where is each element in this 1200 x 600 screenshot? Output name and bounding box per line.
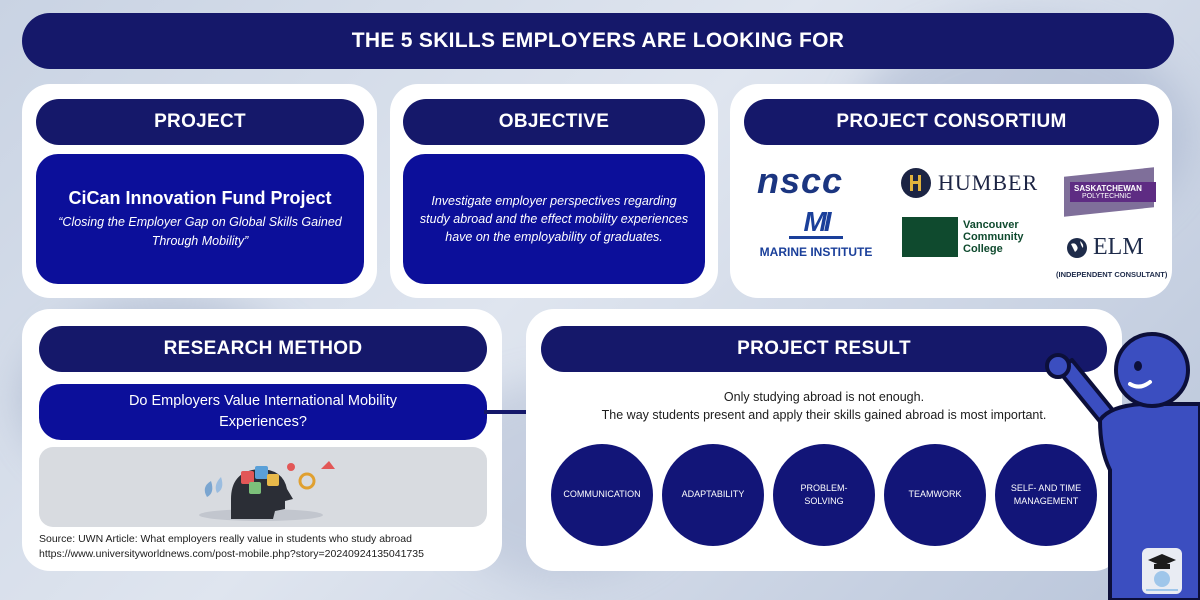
skill-circle-self-time-management: SELF- AND TIME MANAGEMENT xyxy=(995,444,1097,546)
research-question: Do Employers Value International Mobility Experiences? xyxy=(128,392,398,430)
source-line1: Source: UWN Article: What employers really value in students who study abroad xyxy=(39,533,412,545)
page-title: THE 5 SKILLS EMPLOYERS ARE LOOKING FOR xyxy=(22,13,1174,69)
nscc-logo: nscc xyxy=(757,160,844,201)
source-line2: https://www.universityworldnews.com/post-mobile.php?story=20240924135041735 xyxy=(39,548,424,560)
vcc-line2: Community xyxy=(963,231,1024,243)
vcc-logo xyxy=(902,217,1024,257)
vcc-line1: Vancouver xyxy=(963,219,1019,231)
marine-institute-wordmark: MARINE INSTITUTE xyxy=(759,245,873,259)
project-name: CiCan Innovation Fund Project xyxy=(68,188,332,209)
project-heading: PROJECT xyxy=(36,99,364,145)
objective-text: Investigate employer perspectives regarding study abroad and the effect mobility experiences have on the employability of graduates. xyxy=(419,193,689,245)
thinking-head-illustration xyxy=(39,447,487,527)
humber-logo xyxy=(901,168,1038,198)
objective-heading: OBJECTIVE xyxy=(403,99,705,145)
elm-logo xyxy=(1066,234,1144,261)
skill-circle-communication: COMMUNICATION xyxy=(551,444,653,546)
graduation-cap-icon xyxy=(1142,548,1182,594)
elm-note: (INDEPENDENT CONSULTANT) xyxy=(1056,270,1168,279)
humber-wordmark: HUMBER xyxy=(938,170,1039,195)
skill-circle-adaptability: ADAPTABILITY xyxy=(662,444,764,546)
research-question-box xyxy=(39,384,487,440)
objective-box xyxy=(403,154,705,284)
corner-badge xyxy=(1142,548,1182,594)
sask-poly-logo xyxy=(1064,168,1158,216)
skill-circle-teamwork: TEAMWORK xyxy=(884,444,986,546)
vcc-line3: College xyxy=(963,243,1003,255)
research-heading: RESEARCH METHOD xyxy=(39,326,487,372)
marine-institute-logo xyxy=(757,208,875,259)
project-subtitle: “Closing the Employer Gap on Global Skills Gained Through Mobility” xyxy=(58,215,342,248)
marine-institute-emblem: MI xyxy=(789,208,843,239)
result-line1: Only studying abroad is not enough. xyxy=(723,390,925,404)
result-heading: PROJECT RESULT xyxy=(541,326,1107,372)
project-box xyxy=(36,154,364,284)
vcc-block xyxy=(902,217,958,257)
result-line2: The way students present and apply their skills gained abroad is most important. xyxy=(601,408,1047,422)
elm-wordmark: ELM xyxy=(1093,234,1144,260)
illustration-panel xyxy=(39,447,487,527)
humber-emblem-icon xyxy=(901,168,931,198)
sask-poly-line1: SASKATCHEWAN xyxy=(1074,184,1142,193)
globe-icon xyxy=(1066,237,1088,259)
consortium-heading: PROJECT CONSORTIUM xyxy=(744,99,1159,145)
skill-circle-problem-solving: PROBLEM-SOLVING xyxy=(773,444,875,546)
sask-poly-line2: POLYTECHNIC xyxy=(1082,193,1132,200)
